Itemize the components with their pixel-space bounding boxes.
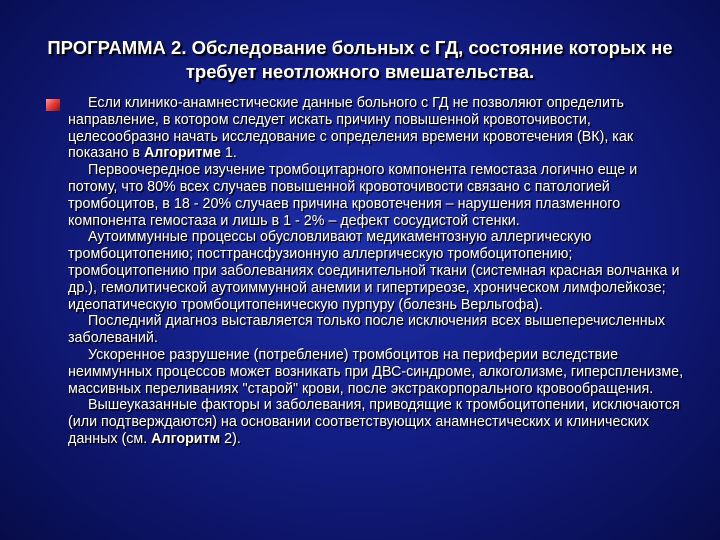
square-bullet-icon <box>46 99 60 111</box>
paragraph-5-text: Ускоренное разрушение (потребление) тромбоцитов на периферии вследствие неиммунных процессов может возникать при ДВС-синдроме, алкоголизме, гиперспленизме, массивных переливаниях "старой" крови, после экстракорпорального кровообращения. <box>68 346 684 397</box>
paragraph-1-text: Если клинико-анамнестические данные больного с ГД не позволяют определить направление, в котором следует искать причину повышенной кровоточивости, целесообразно начать исследование с определения времени кровотечения (ВК), как показано в <box>68 95 634 162</box>
paragraph-4 <box>68 313 688 347</box>
paragraph-3-text: Аутоиммунные процессы обусловливают медикаментозную аллергическую тромбоцитопению; посттрансфузионную аллергическую тромбоцитопению; тромбоцитопению при заболеваниях соединительной ткани (системная красная волчанка и др.), гемолитической аутоиммунной анемии и гипертиреозе, хроническом лимфолейкозе; идеопатическую тромбоцитопеническую пурпуру (болезнь Верльгофа). <box>68 229 680 313</box>
paragraph-5 <box>68 347 688 397</box>
paragraph-1-tail: 1. <box>220 145 237 162</box>
algorithm-2-link-text: Алгоритм <box>151 430 221 447</box>
paragraph-3 <box>68 229 688 313</box>
paragraph-6-tail: 2). <box>220 430 241 447</box>
slide-title: ПРОГРАММА 2. Обследование больных с ГД, состояние которых не требует неотложного вмешательства. <box>47 37 673 82</box>
paragraph-6-text: Вышеуказанные факторы и заболевания, приводящие к тромбоцитопении, исключаются (или подтверждаются) на основании соответствующих анамнестических и клинических данных (см. <box>68 397 680 447</box>
body-text <box>68 95 688 448</box>
paragraph-1 <box>68 95 688 162</box>
algorithm-1-link-text: Алгоритме <box>143 145 221 162</box>
paragraph-4-text: Последний диагноз выставляется только после исключения всех вышеперечисленных заболеваний. <box>68 313 666 347</box>
paragraph-6 <box>68 397 688 447</box>
paragraph-2 <box>68 162 688 229</box>
paragraph-2-text: Первоочередное изучение тромбоцитарного компонента гемостаза логично еще и потому, что 80% всех случаев повышенной кровоточивости связано с патологией тромбоцитов, в 18 - 20% случаев причина кровотечения – нарушения плазменного компонента гемостаза и лишь в 1 - 2% – дефект сосудистой стенки. <box>68 162 638 229</box>
